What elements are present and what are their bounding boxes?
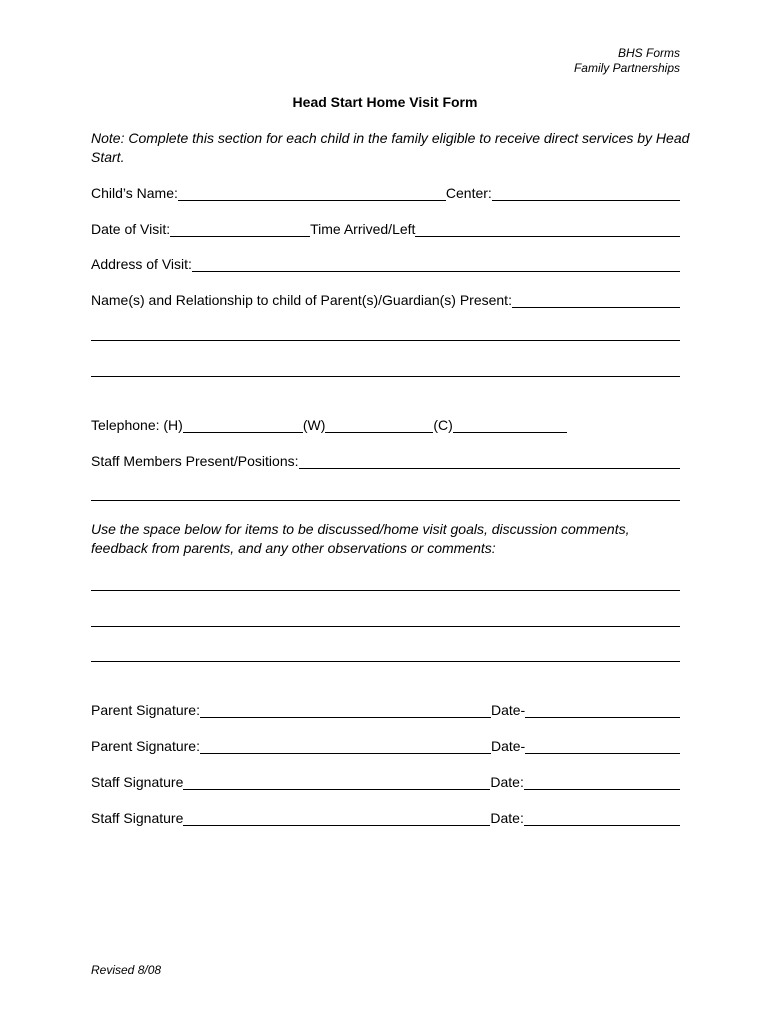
- signature-date-field[interactable]: [524, 811, 680, 826]
- staff-present-row: [91, 449, 680, 469]
- parents-present-label: Name(s) and Relationship to child of Parent(s)/Guardian(s) Present:: [91, 292, 512, 308]
- signature-field[interactable]: [200, 739, 491, 754]
- time-arrived-left-label: Time Arrived/Left: [310, 221, 416, 237]
- revision-note: Revised 8/08: [91, 963, 162, 977]
- center-field[interactable]: [492, 186, 680, 201]
- signature-date-label: Date-: [490, 738, 526, 754]
- child-name-label: Child’s Name:: [91, 185, 178, 201]
- comments-line-1[interactable]: [91, 590, 680, 591]
- date-of-visit-label: Date of Visit:: [91, 221, 171, 237]
- telephone-home-field[interactable]: [183, 418, 303, 433]
- telephone-row: [91, 413, 680, 433]
- signature-field[interactable]: [200, 703, 491, 718]
- parents-present-row: [91, 288, 680, 308]
- signature-row: [91, 806, 680, 826]
- signature-date-field[interactable]: [525, 703, 680, 718]
- signature-row: [91, 698, 680, 718]
- parents-present-line-2[interactable]: [91, 340, 680, 341]
- header-line-1: BHS Forms: [617, 46, 680, 60]
- staff-present-line-2[interactable]: [91, 500, 680, 501]
- time-arrived-left-field[interactable]: [415, 222, 680, 237]
- telephone-work-field[interactable]: [325, 418, 433, 433]
- signature-date-field[interactable]: [525, 739, 680, 754]
- signature-field[interactable]: [183, 775, 490, 790]
- signature-date-label: Date:: [490, 810, 524, 826]
- child-name-field[interactable]: [178, 186, 446, 201]
- parents-present-field[interactable]: [512, 293, 680, 308]
- signature-label: Staff Signature: [91, 810, 184, 826]
- telephone-work-label: (W): [302, 417, 326, 433]
- address-field[interactable]: [192, 257, 680, 272]
- telephone-cell-label: (C): [433, 417, 453, 433]
- signature-label: Staff Signature: [91, 774, 184, 790]
- comments-line-2[interactable]: [91, 626, 680, 627]
- signature-field[interactable]: [183, 811, 490, 826]
- staff-present-label: Staff Members Present/Positions:: [91, 453, 299, 469]
- comments-line-3[interactable]: [91, 661, 680, 662]
- header-line-2: Family Partnerships: [573, 61, 680, 75]
- signature-date-field[interactable]: [524, 775, 680, 790]
- parents-present-line-3[interactable]: [91, 376, 680, 377]
- signature-date-label: Date:: [490, 774, 524, 790]
- telephone-home-label: Telephone: (H): [91, 417, 183, 433]
- signature-row: [91, 770, 680, 790]
- date-time-row: [91, 217, 680, 237]
- signature-row: [91, 734, 680, 754]
- address-label: Address of Visit:: [91, 256, 192, 272]
- instructions-text: Use the space below for items to be discussed/home visit goals, discussion comments, feedback from parents, and any other observations or comments:: [91, 521, 630, 556]
- child-center-row: [91, 181, 680, 201]
- signature-label: Parent Signature:: [91, 738, 200, 754]
- signature-label: Parent Signature:: [91, 702, 200, 718]
- header: [574, 46, 680, 76]
- signature-date-label: Date-: [490, 702, 526, 718]
- center-label: Center:: [445, 185, 492, 201]
- address-row: [91, 252, 680, 272]
- staff-present-field[interactable]: [299, 454, 681, 469]
- note-text: Note: Complete this section for each child in the family eligible to receive direct services by Head Start.: [91, 130, 690, 165]
- form-title: Head Start Home Visit Form: [292, 94, 478, 110]
- date-of-visit-field[interactable]: [170, 222, 310, 237]
- telephone-cell-field[interactable]: [453, 418, 567, 433]
